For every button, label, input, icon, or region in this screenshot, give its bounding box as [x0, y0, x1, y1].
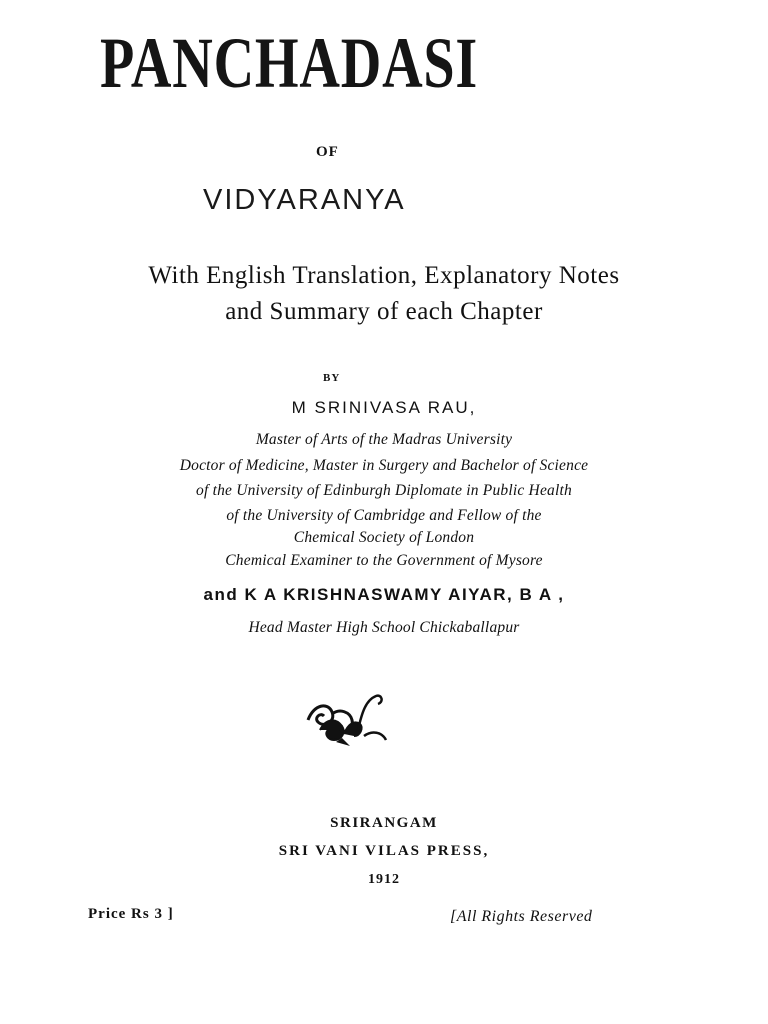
title-connector: OF [316, 144, 339, 160]
translator-1-name: M SRINIVASA RAU, [291, 398, 477, 417]
translator-1-credential: Master of Arts of the Madras University [255, 431, 513, 448]
translator-2-credential: Head Master High School Chickaballapur [248, 619, 520, 636]
translator-1-credential: of the University of Edinburgh Diplomate in Public Health [196, 482, 572, 499]
rights-notice: [All Rights Reserved [450, 908, 593, 925]
author-name: VIDYARANYA [203, 184, 406, 216]
book-title: PANCHADASI [100, 23, 479, 103]
subtitle-line-1: With English Translation, Explanatory Notes [148, 262, 620, 289]
translator-1-credential: Chemical Examiner to the Government of Mysore [225, 552, 543, 569]
subtitle-line-2: and Summary of each Chapter [225, 298, 543, 325]
translator-1-credential: Chemical Society of London [293, 529, 475, 546]
imprint-press: SRI VANI VILAS PRESS, [278, 843, 490, 859]
translator-1-credential: Doctor of Medicine, Master in Surgery and Bachelor of Science [179, 457, 589, 474]
translator-2-name: and K A KRISHNASWAMY AIYAR, B A , [203, 585, 565, 604]
by-label: BY [323, 372, 341, 384]
imprint-year: 1912 [368, 872, 400, 887]
translator-1-credential: of the University of Cambridge and Fellow of the [226, 507, 542, 524]
imprint-place: SRIRANGAM [330, 815, 438, 831]
price-label: Price Rs 3 ] [88, 906, 174, 922]
floral-ornament-icon [302, 690, 392, 750]
